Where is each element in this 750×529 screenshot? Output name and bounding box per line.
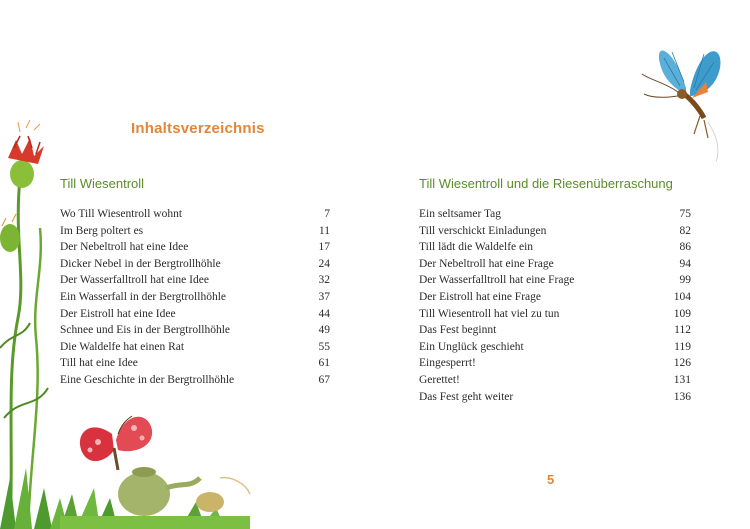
- toc-entry-page: 82: [679, 224, 691, 237]
- toc-entry-page: 32: [318, 274, 330, 287]
- toc-entry-page: 37: [318, 290, 330, 303]
- toc-entry-title: Der Nebeltroll hat eine Idee: [60, 241, 189, 254]
- toc-entry-page: 131: [673, 373, 691, 386]
- toc-entry-title: Das Fest geht weiter: [419, 390, 514, 403]
- toc-entry-page: 109: [673, 307, 691, 320]
- toc-entry-title: Der Eistroll hat eine Frage: [419, 290, 541, 303]
- toc-entry-page: 17: [318, 241, 330, 254]
- toc-entry-page: 24: [318, 257, 330, 270]
- toc-entry-title: Till Wiesentroll hat viel zu tun: [419, 307, 560, 320]
- toc-entry-page: 126: [673, 357, 691, 370]
- toc-entry: [419, 206, 691, 223]
- toc-entry-title: Die Waldelfe hat einen Rat: [60, 340, 185, 353]
- toc-entry-page: 67: [318, 373, 330, 386]
- toc-entry: [60, 289, 330, 306]
- toc-entry-title: Ein Wasserfall in der Bergtrollhöhle: [60, 290, 226, 303]
- toc-entry-page: 94: [679, 257, 691, 270]
- toc-entry-page: 49: [318, 324, 330, 337]
- toc-entry: [419, 306, 691, 323]
- toc-entry-title: Schnee und Eis in der Bergtrollhöhle: [60, 324, 231, 337]
- toc-entry: [419, 355, 691, 372]
- toc-entry-title: Wo Till Wiesentroll wohnt: [60, 208, 183, 220]
- section-heading-right: Till Wiesentroll und die Riesenüberraschung: [419, 176, 673, 191]
- toc-entry-page: 44: [318, 307, 330, 320]
- toc-entry: [60, 306, 330, 323]
- toc-list-left: [60, 206, 330, 389]
- toc-entry-title: Eingesperrt!: [419, 357, 476, 370]
- toc-entry: [419, 322, 691, 339]
- toc-entry: [419, 239, 691, 256]
- toc-entry-title: Gerettet!: [419, 373, 460, 386]
- section-heading-left: Till Wiesentroll: [60, 176, 145, 191]
- toc-entry-title: Der Nebeltroll hat eine Frage: [419, 257, 554, 270]
- toc-entry-title: Till verschickt Einladungen: [419, 224, 547, 237]
- toc-entry: [419, 272, 691, 289]
- blue-butterfly-illustration: [634, 38, 730, 162]
- toc-entry: [60, 339, 330, 356]
- toc-entry: [60, 239, 330, 256]
- toc-entry-title: Das Fest beginnt: [419, 324, 497, 337]
- red-butterfly-on-teapot-illustration: [60, 398, 260, 529]
- toc-entry-title: Der Wasserfalltroll hat eine Frage: [419, 274, 575, 287]
- toc-entry-page: 136: [673, 390, 691, 403]
- toc-entry: [419, 389, 691, 406]
- toc-entry: [60, 322, 330, 339]
- toc-entry: [60, 256, 330, 273]
- toc-entry-title: Der Wasserfalltroll hat eine Idee: [60, 274, 209, 287]
- toc-entry-page: 75: [679, 208, 691, 220]
- toc-entry: [419, 256, 691, 273]
- toc-entry: [419, 223, 691, 240]
- toc-entry-page: 11: [318, 224, 330, 237]
- toc-entry: [60, 206, 330, 223]
- toc-entry-page: 112: [674, 324, 691, 337]
- page-number: 5: [547, 472, 555, 487]
- toc-entry-title: Ein Unglück geschieht: [419, 340, 524, 353]
- toc-entry: [419, 372, 691, 389]
- toc-entry-title: Till hat eine Idee: [60, 357, 138, 370]
- toc-entry-page: 99: [679, 274, 691, 287]
- toc-entry-title: Im Berg poltert es: [60, 224, 144, 237]
- toc-entry: [60, 223, 330, 240]
- toc-entry: [60, 272, 330, 289]
- toc-entry: [60, 372, 330, 389]
- toc-list-right: [419, 206, 691, 405]
- toc-entry-page: 55: [318, 340, 330, 353]
- toc-entry-page: 119: [674, 340, 691, 353]
- toc-entry-page: 86: [679, 241, 691, 254]
- toc-entry-title: Till lädt die Waldelfe ein: [419, 241, 534, 254]
- page-title: Inhaltsverzeichnis: [131, 120, 265, 137]
- toc-entry: [419, 339, 691, 356]
- toc-entry-title: Der Eistroll hat eine Idee: [60, 307, 176, 320]
- toc-entry-title: Ein seltsamer Tag: [419, 208, 502, 220]
- toc-entry: [419, 289, 691, 306]
- toc-entry: [60, 355, 330, 372]
- toc-entry-page: 7: [324, 208, 330, 220]
- toc-entry-page: 104: [673, 290, 691, 303]
- toc-entry-title: Dicker Nebel in der Bergtrollhöhle: [60, 257, 221, 270]
- toc-entry-page: 61: [318, 357, 330, 370]
- toc-entry-title: Eine Geschichte in der Bergtrollhöhle: [60, 373, 235, 386]
